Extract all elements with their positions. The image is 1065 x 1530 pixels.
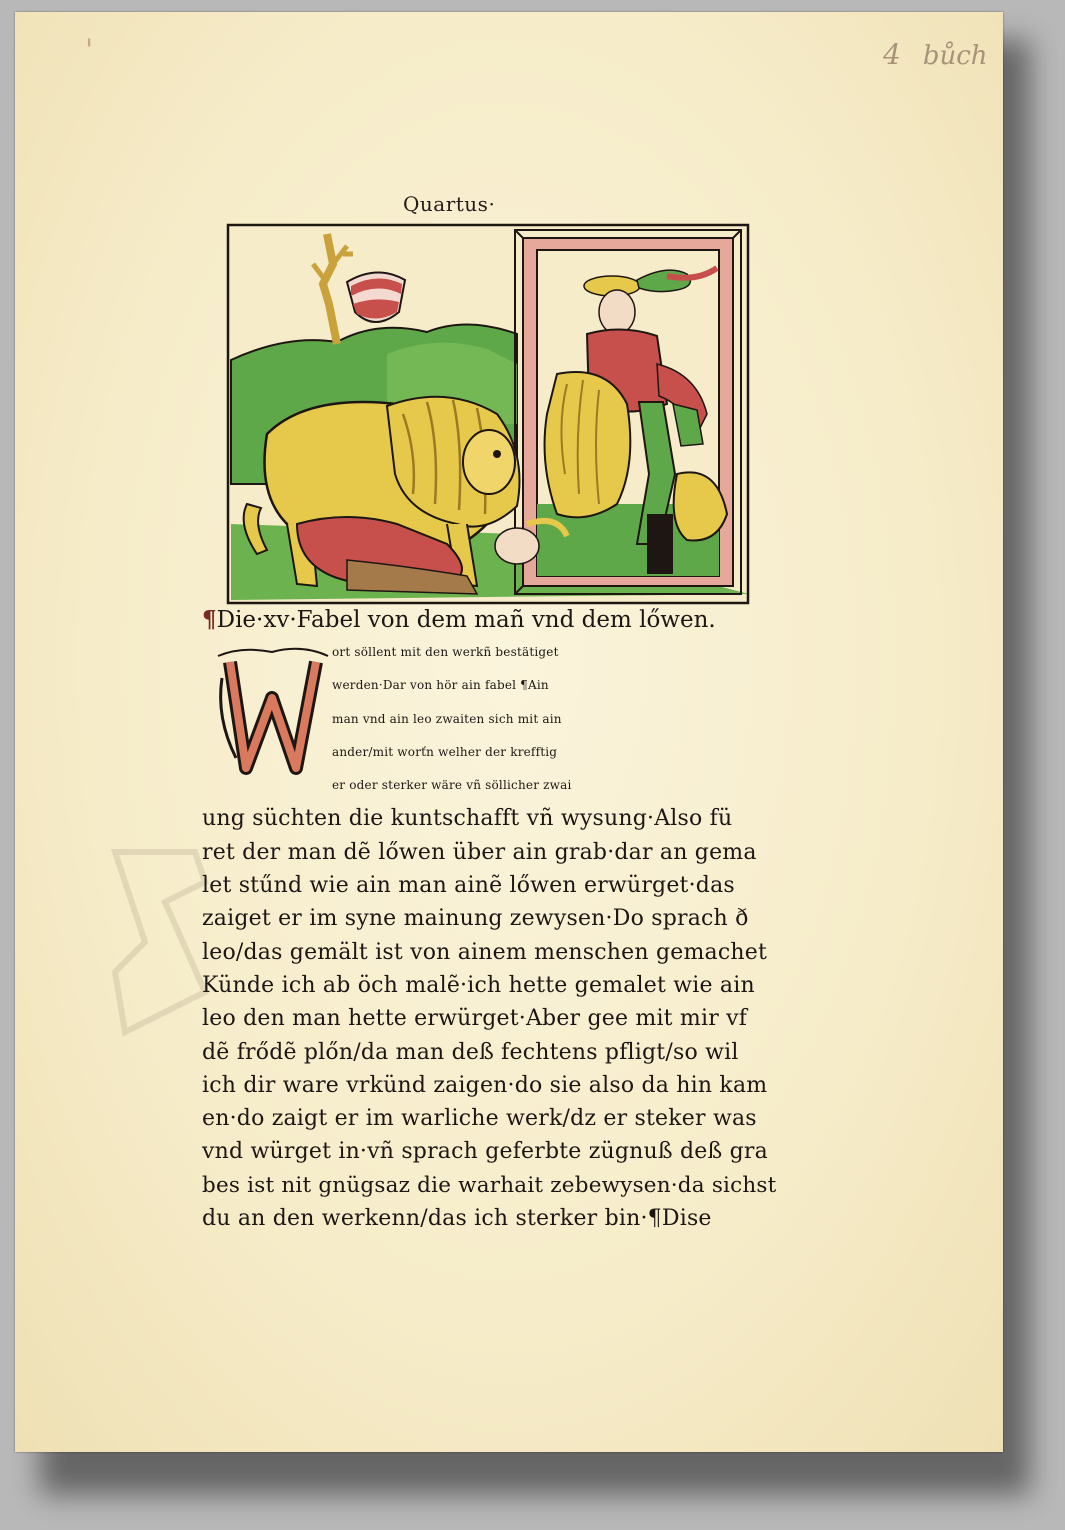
- body-line: werden·Dar von hör ain fabel ¶Ain: [332, 678, 549, 693]
- body-line: dẽ frődẽ plőn/da man deß fechtens pfligt/so wil: [202, 1039, 739, 1065]
- folio-word: bůch: [922, 41, 988, 71]
- running-head: Quartus·: [403, 192, 496, 216]
- folio-number: 4: [883, 38, 901, 71]
- body-line: er oder sterker wäre vñ söllicher zwai: [332, 778, 572, 793]
- fable-heading: [202, 603, 782, 636]
- text-block: [202, 603, 782, 1235]
- decorated-initial-w: [212, 638, 332, 780]
- watermark-logo: [105, 842, 215, 1042]
- body-line: Künde ich ab öch malẽ·ich hette gemalet wie ain: [202, 972, 755, 998]
- body-line: man vnd ain leo zwaiten sich mit ain: [332, 711, 562, 726]
- body-line: leo/das gemält ist von ainem menschen gemachet: [202, 939, 767, 965]
- fable-heading-text: Die·xv·Fabel von dem mañ vnd dem lőwen.: [216, 607, 716, 633]
- rubric-marker: ¶: [202, 606, 217, 633]
- body-line: bes ist nit gnügsaz die warhait zebewysen·da sichst: [202, 1172, 777, 1198]
- body-line: vnd würget in·vñ sprach geferbte zügnuß deß gra: [202, 1139, 768, 1165]
- body-line: ort söllent mit den werkñ bestätiget: [332, 645, 559, 659]
- body-line: ret der man dẽ lőwen über ain grab·dar an gema: [202, 839, 757, 865]
- body-line: ung süchten die kuntschafft vñ wysung·Also fü: [202, 806, 733, 832]
- initial-letter: W: [272, 780, 274, 781]
- body-line: en·do zaigt er im warliche werk/dz er steker was: [202, 1106, 757, 1132]
- body-line: ander/mit worťn welher der krefftig: [332, 744, 558, 759]
- body-line: zaiget er im syne mainung zewysen·Do sprach ð: [202, 906, 749, 932]
- body-line: let stűnd wie ain man ainẽ lőwen erwürget·das: [202, 873, 735, 899]
- body-line: du an den werkenn/das ich sterker bin·¶Dise: [202, 1206, 712, 1232]
- body-line: leo den man hette erwürget·Aber gee mit mir vf: [202, 1006, 748, 1032]
- woodcut-illustration: [227, 224, 749, 604]
- corner-mark: ': [85, 33, 94, 68]
- folio-annotation: [883, 38, 988, 71]
- manuscript-page: [15, 12, 1003, 1452]
- body-line: ich dir ware vrkünd zaigen·do sie also da hin kam: [202, 1072, 768, 1098]
